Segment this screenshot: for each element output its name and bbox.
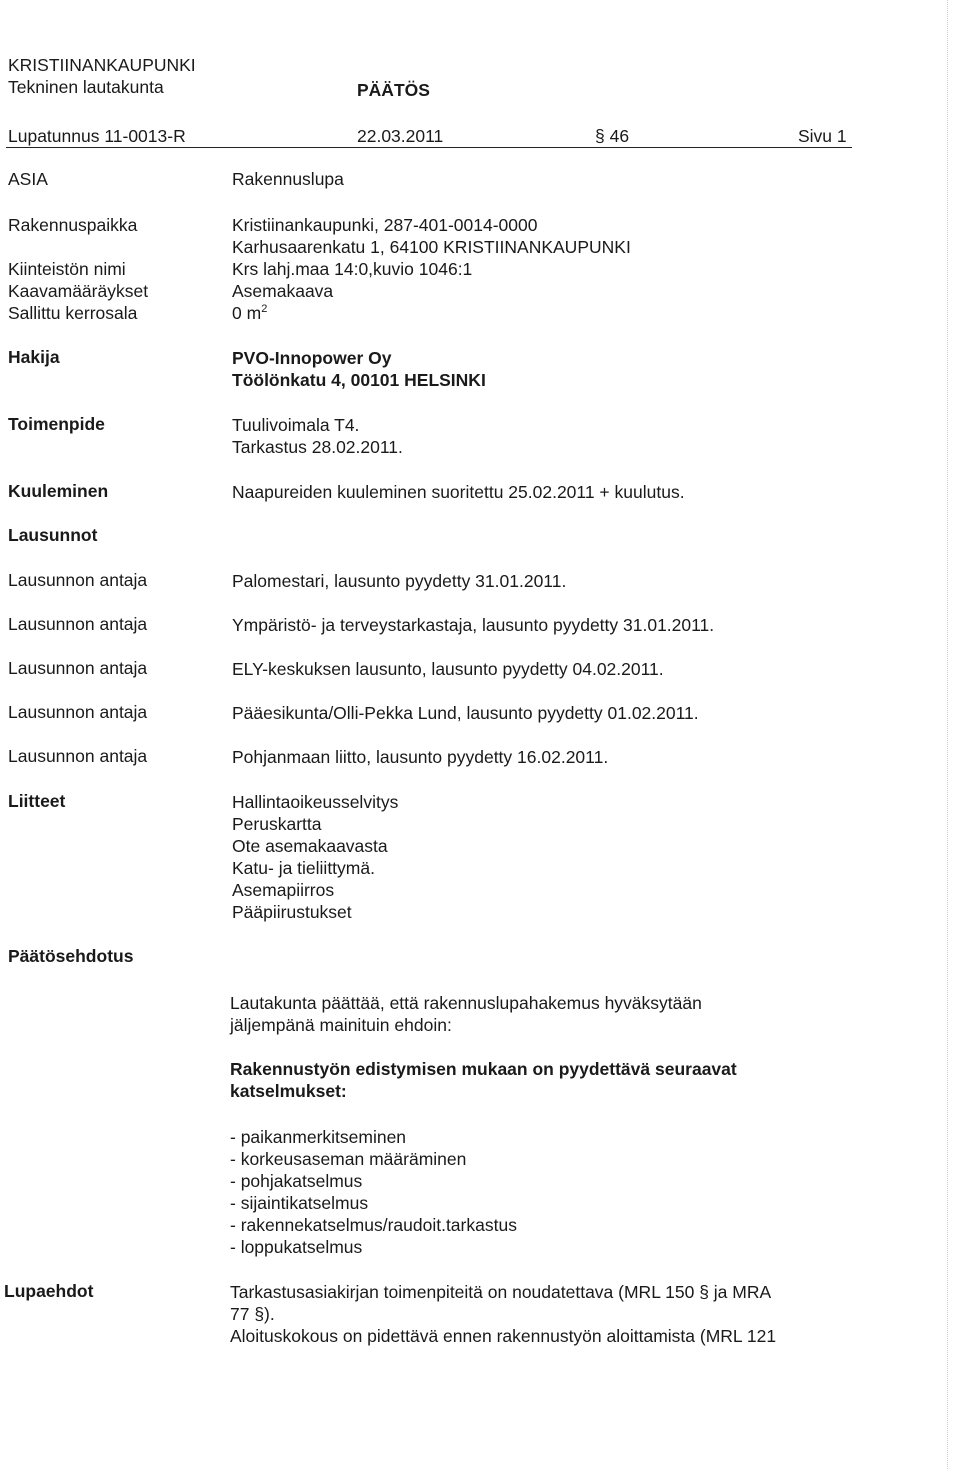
kaavamaaraykset-value: Asemakaava — [232, 281, 334, 301]
sallittu-kerrosala-label: Sallittu kerrosala — [8, 303, 138, 323]
asia-label: ASIA — [8, 169, 48, 189]
asia-value: Rakennuslupa — [232, 169, 344, 189]
liitteet-label: Liitteet — [8, 791, 66, 811]
lausunto-value: ELY-keskuksen lausunto, lausunto pyydetty 04.02.2011. — [232, 659, 664, 679]
lausunnot-heading: Lausunnot — [8, 525, 98, 545]
sallittu-kerrosala-value — [232, 302, 267, 324]
lausunnon-antaja-label: Lausunnon antaja — [8, 658, 148, 678]
hakija-address: Töölönkatu 4, 00101 HELSINKI — [232, 370, 486, 390]
inspections-heading-line2: katselmukset: — [230, 1081, 347, 1101]
hakija-label: Hakija — [8, 347, 60, 367]
liite-item: Asemapiirros — [232, 880, 335, 900]
liite-item: Peruskartta — [232, 814, 322, 834]
liite-item: Katu- ja tieliittymä. — [232, 858, 375, 878]
kuuleminen-value: Naapureiden kuuleminen suoritettu 25.02.2011 + kuulutus. — [232, 482, 685, 502]
lausunto-value: Pohjanmaan liitto, lausunto pyydetty 16.02.2011. — [232, 747, 609, 767]
scan-edge — [947, 0, 948, 1469]
rakennuspaikka-line1: Kristiinankaupunki, 287-401-0014-0000 — [232, 215, 538, 235]
rakennuspaikka-label: Rakennuspaikka — [8, 215, 138, 235]
paatosehdotus-label: Päätösehdotus — [8, 946, 134, 966]
lausunto-value: Ympäristö- ja terveystarkastaja, lausunto pyydetty 31.01.2011. — [232, 615, 715, 635]
liite-item: Ote asemakaavasta — [232, 836, 388, 856]
lupaehdot-label: Lupaehdot — [4, 1281, 94, 1301]
lupaehdot-line2: 77 §). — [230, 1304, 275, 1324]
inspection-item: - paikanmerkitseminen — [230, 1127, 407, 1147]
lausunnon-antaja-label: Lausunnon antaja — [8, 746, 148, 766]
kiinteiston-nimi-value: Krs lahj.maa 14:0,kuvio 1046:1 — [232, 259, 473, 279]
department-name: Tekninen lautakunta — [8, 77, 164, 97]
paatosehdotus-intro-line2: jäljempänä mainituin ehdoin: — [230, 1015, 452, 1035]
permit-number: Lupatunnus 11-0013-R — [8, 126, 186, 146]
toimenpide-line1: Tuulivoimala T4. — [232, 415, 360, 435]
inspection-item: - sijaintikatselmus — [230, 1193, 369, 1213]
hakija-name: PVO-Innopower Oy — [232, 348, 392, 368]
lausunto-value: Palomestari, lausunto pyydetty 31.01.2011. — [232, 571, 567, 591]
liite-item: Hallintaoikeusselvitys — [232, 792, 399, 812]
header-rule — [6, 147, 852, 148]
lausunnon-antaja-label: Lausunnon antaja — [8, 702, 148, 722]
inspection-item: - pohjakatselmus — [230, 1171, 363, 1191]
inspections-heading-line1: Rakennustyön edistymisen mukaan on pyydettävä seuraavat — [230, 1059, 737, 1079]
lupaehdot-line1: Tarkastusasiakirjan toimenpiteitä on noudatettava (MRL 150 § ja MRA — [230, 1282, 772, 1302]
decision-date: 22.03.2011 — [357, 126, 444, 146]
lupaehdot-line3: Aloituskokous on pidettävä ennen rakennustyön aloittamista (MRL 121 — [230, 1326, 777, 1346]
kaavamaaraykset-label: Kaavamääräykset — [8, 281, 149, 301]
floor-area-unit-exponent: 2 — [261, 303, 268, 316]
liite-item: Pääpiirustukset — [232, 902, 352, 922]
toimenpide-line2: Tarkastus 28.02.2011. — [232, 437, 403, 457]
section-number: § 46 — [595, 126, 630, 146]
inspection-item: - loppukatselmus — [230, 1237, 363, 1257]
document-type: PÄÄTÖS — [357, 80, 430, 100]
inspection-item: - rakennekatselmus/raudoit.tarkastus — [230, 1215, 517, 1235]
lausunto-value: Pääesikunta/Olli-Pekka Lund, lausunto pyydetty 01.02.2011. — [232, 703, 699, 723]
paatosehdotus-intro-line1: Lautakunta päättää, että rakennuslupahakemus hyväksytään — [230, 993, 702, 1013]
page-number: Sivu 1 — [798, 126, 847, 146]
floor-area-amount: 0 m — [232, 303, 262, 323]
kiinteiston-nimi-label: Kiinteistön nimi — [8, 259, 126, 279]
rakennuspaikka-line2: Karhusaarenkatu 1, 64100 KRISTIINANKAUPUNKI — [232, 237, 631, 257]
lausunnon-antaja-label: Lausunnon antaja — [8, 614, 148, 634]
kuuleminen-label: Kuuleminen — [8, 481, 109, 501]
toimenpide-label: Toimenpide — [8, 414, 105, 434]
organization-name: KRISTIINANKAUPUNKI — [8, 55, 196, 75]
lausunnon-antaja-label: Lausunnon antaja — [8, 570, 148, 590]
inspection-item: - korkeusaseman määräminen — [230, 1149, 467, 1169]
